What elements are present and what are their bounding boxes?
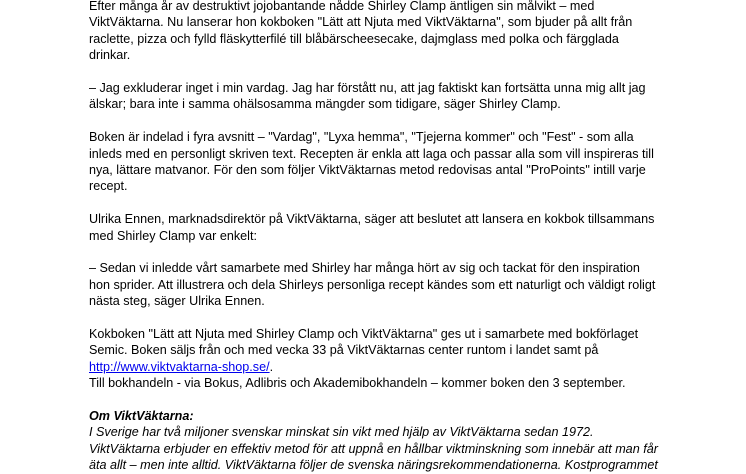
bookstore-release-text: Till bokhandeln - via Bokus, Adlibris och Akademibokhandeln – kommer boken den 3 september. [89, 376, 626, 391]
shirley-quote-paragraph: – Jag exkluderar inget i min vardag. Jag har förstått nu, att jag faktiskt kan fortsätta unna mig allt jag älskar; bara inte i samma ohälsosamma mängder som tidigare, säger Shirley Clamp. [89, 81, 646, 112]
ulrika-quote-paragraph: – Sedan vi inledde vårt samarbete med Shirley har många hört av sig och tackat för den inspiration hon sprider. Att illustrera och dela Shirleys personliga recept kändes som ett naturligt och väldigt roligt nästa steg, säger Ulrika Ennen. [89, 261, 656, 309]
press-release-body [89, 0, 739, 474]
book-sections-paragraph: Boken är indelad i fyra avsnitt – "Vardag", "Lyxa hemma", "Tjejerna kommer" och "Fest" - som alla inleds med en personligt skriven text. Recepten är enkla att laga och passar alla som vill inspireras till nya, lättare matvanor. För den som följer ViktVäktarnas metod redovisas antal "ProPoints" intill varje recept. [89, 130, 654, 194]
about-paragraph: I Sverige har två miljoner svenskar minskat sin vikt med hjälp av ViktVäktarna sedan 1972. ViktVäktarna erbjuder en effektiv metod för att uppnå en hållbar viktminskning som innebär att man får äta allt – men inte alltid. ViktVäktarna följer de svenska näringsrekommendationerna. Kostprogrammet [89, 425, 658, 473]
about-heading: Om ViktVäktarna: [89, 409, 194, 424]
shop-link[interactable]: http://www.viktvaktarna-shop.se/ [89, 359, 270, 374]
marketing-director-paragraph: Ulrika Ennen, marknadsdirektör på ViktVäktarna, säger att beslutet att lansera en kokbok tillsammans med Shirley Clamp var enkelt: [89, 212, 655, 243]
link-period: . [269, 359, 274, 374]
intro-paragraph: Efter många år av destruktivt jojobantande nådde Shirley Clamp äntligen sin målvikt – med ViktVäktarna. Nu lanserar hon kokboken "Lätt att Njuta med ViktVäktarna", som bjuder på allt från raclette, pizza och fylld fläskytterfilé till blåbärscheesecake, dajmglass med polka och färgglada drinkar. [89, 0, 633, 63]
availability-paragraph [89, 326, 739, 392]
availability-text: Kokboken "Lätt att Njuta med Shirley Clamp och ViktVäktarna" ges ut i samarbete med bokförlaget Semic. Boken säljs från och med vecka 33 på ViktVäktarnas center runtom i landet samt på [89, 327, 639, 358]
